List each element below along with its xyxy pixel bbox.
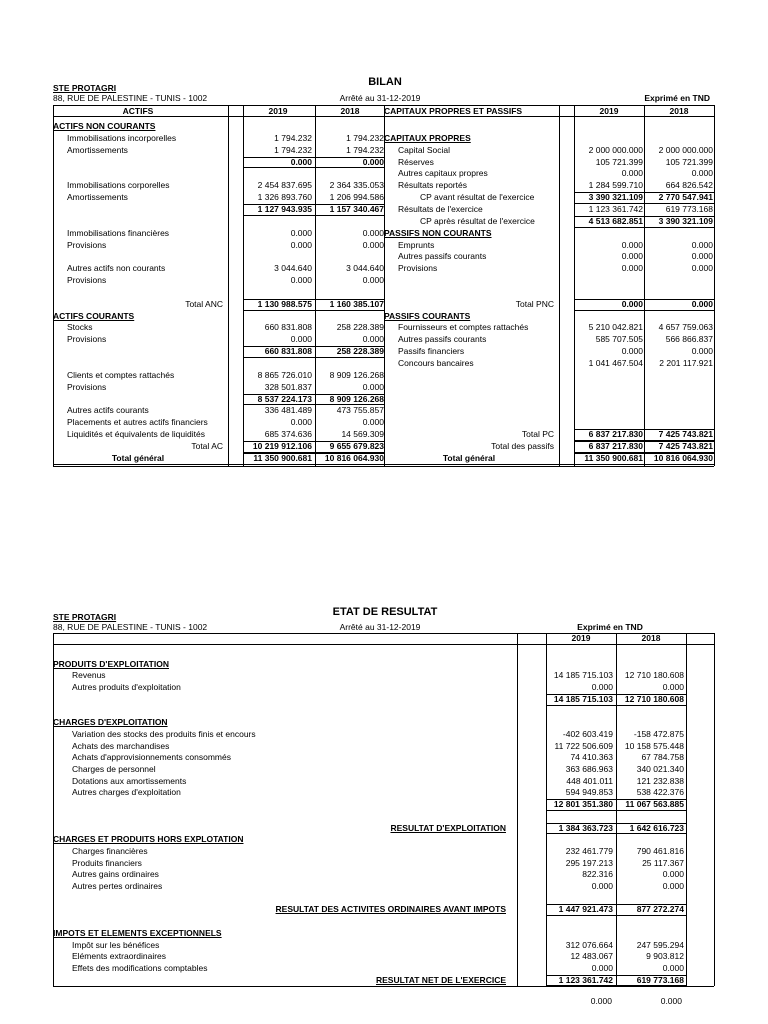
actif-value-2019: 1 794.232 [274, 132, 312, 143]
actif-value-2019: 1 130 988.575 [257, 298, 312, 309]
actif-value-2018: 2 364 335.053 [329, 180, 384, 191]
passif-value-2019: 0.000 [621, 251, 643, 262]
resultat-value-2018: 790 461.816 [636, 845, 684, 856]
actif-row-label: Clients et comptes rattachés [67, 369, 175, 380]
actif-row-label: Total AC [191, 440, 223, 451]
resultat-row-label: Autres pertes ordinaires [72, 881, 163, 891]
passif-value-2018: 2 201 117.921 [659, 358, 713, 368]
resultat-row-label: Produits financiers [72, 857, 142, 868]
column-line [517, 633, 518, 986]
passif-value-2018: 2 770 547.941 [658, 192, 713, 203]
actif-value-2018: 10 816 064.930 [324, 452, 384, 463]
resultat-row-label: RESULTAT DES ACTIVITES ORDINAIRES AVANT IMPOTS [275, 904, 506, 915]
resultat-value-2018: 12 710 180.608 [624, 670, 684, 681]
rule-line [243, 357, 385, 358]
column-line [714, 105, 715, 466]
resultat-value-2019: 0.000 [591, 881, 613, 891]
passif-row-label: Provisions [398, 263, 438, 274]
actif-value-2019: 1 326 893.760 [257, 192, 312, 203]
actif-value-2018: 1 206 994.586 [329, 192, 384, 203]
actif-row-label: Provisions [67, 239, 107, 250]
bilan-year-2019-right: 2019 [599, 106, 619, 116]
actif-value-2018: 14 569.309 [341, 429, 384, 440]
rule-line [243, 394, 385, 395]
bilan-company: STE PROTAGRI [53, 83, 117, 93]
resultat-value-2018: 538 422.376 [636, 787, 684, 798]
passif-row-label: Fournisseurs et comptes rattachés [398, 322, 529, 333]
passif-value-2019: 1 284 599.710 [588, 180, 643, 191]
column-line [686, 633, 687, 986]
resultat-value-2019: 0.000 [591, 962, 613, 973]
passif-row-label: Total des passifs [491, 440, 554, 451]
resultat-row-label: Revenus [72, 670, 106, 681]
passif-row-label: Résultats reportés [398, 180, 467, 191]
actif-row-label: ACTIFS COURANTS [53, 310, 135, 321]
resultat-value-2019: -402 603.419 [562, 728, 613, 739]
actif-row-label: Immobilisations incorporelles [67, 132, 177, 143]
resultat-value-2019: 312 076.664 [565, 939, 613, 950]
actif-value-2019: 8 537 224.173 [257, 393, 312, 404]
bilan-year-2018-left: 2018 [340, 106, 360, 116]
column-line [53, 633, 54, 986]
resultat-value-2018: 121 232.838 [636, 775, 684, 786]
passif-value-2019: 105 721.399 [595, 156, 643, 167]
bilan-title: BILAN [368, 76, 402, 88]
passif-value-2018: 619 773.168 [665, 203, 713, 214]
resultat-company: STE PROTAGRI [53, 612, 117, 622]
column-line [644, 105, 645, 466]
passif-row-label: CAPITAUX PROPRES [384, 132, 471, 143]
actif-value-2018: 1 794.232 [346, 132, 384, 143]
resultat-year-2019: 2019 [571, 633, 591, 643]
actif-row-label: Autres actifs courants [67, 405, 149, 416]
resultat-value-2019: 822.316 [582, 869, 613, 880]
resultat-row-label: Variation des stocks des produits finis et encours [72, 728, 256, 739]
column-line [53, 105, 54, 466]
actif-value-2019: 328 501.837 [264, 381, 312, 392]
footer-value: 0.000 [660, 996, 682, 1006]
resultat-value-2018: 0.000 [662, 869, 684, 880]
passif-row-label: Total général [442, 452, 496, 463]
column-line [228, 105, 229, 466]
passif-value-2018: 7 425 743.821 [658, 440, 713, 451]
rule-line [243, 204, 385, 205]
actif-value-2018: 0.000 [362, 381, 384, 392]
resultat-row-label: RESULTAT NET DE L'EXERCICE [376, 974, 506, 985]
actif-row-label: Amortissements [67, 192, 128, 203]
rule-line [53, 644, 714, 645]
actif-value-2018: 0.000 [362, 275, 384, 286]
passif-value-2018: 2 000 000.000 [658, 144, 713, 155]
resultat-value-2018: 877 272.274 [636, 904, 684, 915]
resultat-value-2018: 9 903.812 [646, 951, 684, 962]
resultat-value-2019: 1 384 363.723 [558, 822, 613, 833]
actif-value-2018: 0.000 [362, 227, 384, 238]
passif-value-2018: 0.000 [691, 298, 713, 309]
resultat-currency: Exprimé en TND [577, 622, 643, 632]
resultat-value-2018: 0.000 [662, 881, 684, 891]
actif-value-2019: 11 350 900.681 [253, 452, 312, 463]
actif-value-2019: 0.000 [290, 334, 312, 345]
column-line [559, 105, 560, 466]
passif-value-2018: 0.000 [691, 346, 713, 357]
actif-value-2019: 336 481.489 [264, 405, 312, 416]
rule-line [243, 299, 385, 300]
column-line [616, 633, 617, 986]
actif-row-label: ACTIFS NON COURANTS [53, 121, 156, 131]
resultat-value-2019: 1 447 921.473 [558, 904, 613, 915]
resultat-row-label: Autres produits d'exploitation [72, 682, 181, 693]
actif-value-2018: 0.000 [362, 417, 384, 428]
actif-value-2019: 0.000 [290, 275, 312, 286]
column-line [574, 105, 575, 466]
actif-value-2018: 258 228.389 [336, 346, 384, 357]
resultat-address: 88, RUE DE PALESTINE - TUNIS - 1002 [53, 622, 208, 632]
resultat-value-2019: 1 123 361.742 [558, 974, 613, 985]
resultat-value-2019: 12 483.067 [570, 951, 613, 962]
passif-row-label: Autres passifs courants [398, 334, 487, 345]
resultat-row-label: Eléments extraordinaires [72, 951, 167, 962]
bilan-date: Arrêté au 31-12-2019 [339, 93, 421, 103]
resultat-value-2018: 0.000 [662, 962, 684, 973]
passif-value-2018: 4 657 759.063 [658, 322, 713, 333]
actif-value-2019: 2 454 837.695 [257, 180, 312, 191]
actif-value-2019: 8 865 726.010 [257, 369, 312, 380]
passif-row-label: Passifs financiers [398, 346, 465, 357]
actifs-header: ACTIFS [122, 106, 154, 116]
passif-value-2019: 0.000 [621, 346, 643, 357]
actif-value-2019: 0.000 [290, 417, 312, 428]
actif-value-2018: 473 755.857 [336, 405, 384, 416]
actif-row-label: Provisions [67, 334, 107, 345]
resultat-value-2019: 363 686.963 [565, 764, 613, 774]
actif-value-2019: 1 794.232 [274, 144, 312, 155]
resultat-row-label: CHARGES ET PRODUITS HORS EXPLOTATION [53, 834, 244, 845]
resultat-value-2018: 12 710 180.608 [624, 693, 684, 704]
actif-row-label: Immobilisations financières [67, 227, 170, 238]
passif-value-2019: 6 837 217.830 [588, 440, 643, 451]
passif-value-2019: 0.000 [621, 239, 643, 250]
column-line [243, 105, 244, 466]
actif-value-2018: 8 909 126.268 [329, 369, 384, 380]
column-line [546, 633, 547, 986]
actif-row-label: Provisions [67, 275, 107, 286]
passif-row-label: Total PC [521, 429, 554, 440]
resultat-row-label: CHARGES D'EXPLOITATION [53, 717, 168, 728]
resultat-value-2019: 0.000 [591, 682, 613, 693]
resultat-value-2019: 14 185 715.103 [553, 670, 613, 681]
actif-row-label: Stocks [67, 322, 93, 333]
passif-row-label: Emprunts [398, 239, 435, 250]
resultat-row-label: Charges de personnel [72, 764, 156, 774]
passif-value-2019: 1 041 467.504 [588, 358, 643, 368]
passif-value-2018: 0.000 [691, 251, 713, 262]
passif-value-2019: 0.000 [621, 168, 643, 179]
column-line [384, 105, 385, 466]
actif-row-label: Autres actifs non courants [67, 263, 166, 274]
actif-value-2018: 0.000 [362, 239, 384, 250]
actif-value-2018: 1 794.232 [346, 144, 384, 155]
actif-value-2019: 660 831.808 [264, 346, 312, 357]
passif-value-2018: 7 425 743.821 [658, 429, 713, 440]
resultat-row-label: IMPOTS ET ELEMENTS EXCEPTIONNELS [53, 927, 222, 938]
resultat-value-2019: 295 197.213 [565, 857, 613, 868]
rule-line [243, 167, 385, 168]
resultat-row-label: Achats des marchandises [72, 740, 170, 751]
resultat-value-2019: 594 949.853 [565, 787, 613, 798]
actif-value-2018: 3 044.640 [346, 263, 384, 274]
rule-line [243, 310, 385, 311]
resultat-row-label: Charges financières [72, 845, 148, 856]
resultat-value-2018: 0.000 [662, 682, 684, 693]
actif-value-2019: 0.000 [290, 227, 312, 238]
resultat-value-2019: 14 185 715.103 [553, 693, 613, 704]
passif-value-2019: 5 210 042.821 [588, 322, 643, 333]
actif-row-label: Total ANC [185, 298, 223, 309]
passif-row-label: Autres passifs courants [398, 251, 487, 262]
actif-row-label: Liquidités et équivalents de liquidités [67, 429, 205, 440]
actif-value-2018: 1 160 385.107 [329, 298, 384, 309]
resultat-year-2018: 2018 [641, 633, 661, 643]
rule-line [53, 466, 714, 467]
resultat-value-2019: 11 722 506.609 [554, 740, 613, 751]
passif-value-2019: 585 707.505 [595, 334, 643, 345]
actif-value-2018: 0.000 [362, 156, 384, 167]
resultat-date: Arrêté au 31-12-2019 [339, 622, 421, 632]
actif-row-label: Immobilisations corporelles [67, 180, 170, 191]
passif-row-label: Autres capitaux propres [398, 168, 488, 179]
bilan-year-2018-right: 2018 [669, 106, 689, 116]
actif-value-2018: 9 655 679.823 [329, 440, 384, 451]
resultat-row-label: Autres charges d'exploitation [72, 787, 181, 798]
actif-value-2019: 0.000 [290, 239, 312, 250]
passif-value-2019: 3 390 321.109 [588, 192, 643, 203]
passif-value-2019: 11 350 900.681 [584, 452, 643, 463]
resultat-value-2019: 448 401.011 [566, 775, 613, 786]
actif-value-2018: 8 909 126.268 [329, 393, 384, 404]
actif-value-2019: 10 219 912.106 [252, 440, 312, 451]
resultat-row-label: Autres gains ordinaires [72, 869, 159, 880]
resultat-value-2018: -158 472.875 [633, 728, 684, 739]
resultat-value-2018: 11 067 563.885 [625, 799, 684, 810]
passif-value-2018: 0.000 [691, 239, 713, 250]
resultat-value-2018: 67 784.758 [641, 752, 684, 763]
resultat-value-2018: 340 021.340 [636, 764, 684, 774]
passif-value-2019: 0.000 [621, 263, 643, 274]
passif-row-label: CP après résultat de l'exercice [420, 215, 535, 226]
resultat-row-label: Effets des modifications comptables [72, 962, 208, 973]
resultat-row-label: Achats d'approvisionnements consommés [72, 752, 231, 763]
actif-value-2019: 660 831.808 [264, 322, 312, 333]
passif-row-label: Concours bancaires [398, 358, 474, 368]
resultat-title: ETAT DE RESULTAT [332, 606, 438, 618]
bilan-year-2019-left: 2019 [268, 106, 288, 116]
actif-row-label: Provisions [67, 381, 107, 392]
resultat-value-2018: 247 595.294 [636, 939, 684, 950]
rule-line [243, 215, 385, 216]
passif-row-label: CP avant résultat de l'exercice [420, 192, 535, 203]
actif-value-2018: 258 228.389 [336, 322, 384, 333]
resultat-value-2019: 12 801 351.380 [553, 799, 613, 810]
rule-line [243, 157, 385, 158]
resultat-value-2018: 1 642 616.723 [629, 822, 684, 833]
passif-row-label: Capital Social [398, 144, 450, 155]
actif-value-2019: 3 044.640 [274, 263, 312, 274]
passif-value-2018: 0.000 [691, 168, 713, 179]
passif-value-2018: 105 721.399 [665, 156, 713, 167]
passif-value-2019: 6 837 217.830 [588, 429, 643, 440]
passif-row-label: Total PNC [515, 298, 554, 309]
resultat-value-2018: 619 773.168 [636, 974, 684, 985]
passif-value-2018: 10 816 064.930 [653, 452, 713, 463]
resultat-row-label: Dotations aux amortissements [72, 775, 187, 786]
actif-value-2018: 0.000 [362, 334, 384, 345]
rule-line [243, 346, 385, 347]
resultat-value-2018: 25 117.367 [642, 857, 684, 868]
rule-line [243, 441, 385, 442]
passif-value-2018: 3 390 321.109 [658, 215, 713, 226]
actif-value-2018: 1 157 340.467 [329, 203, 384, 214]
passif-value-2019: 0.000 [621, 298, 643, 309]
resultat-value-2018: 10 158 575.448 [624, 740, 684, 751]
resultat-value-2019: 232 461.779 [565, 845, 613, 856]
rule-line [243, 453, 385, 454]
resultat-value-2019: 74 410.363 [570, 752, 613, 763]
passif-value-2018: 566 866.837 [665, 334, 713, 345]
passif-value-2019: 1 123 361.742 [588, 203, 643, 214]
resultat-row-label: PRODUITS D'EXPLOITATION [53, 658, 169, 669]
passif-value-2018: 664 826.542 [665, 180, 713, 191]
actif-value-2019: 0.000 [290, 156, 312, 167]
passif-value-2018: 0.000 [691, 263, 713, 274]
bilan-address: 88, RUE DE PALESTINE - TUNIS - 1002 [53, 93, 208, 103]
passif-value-2019: 4 513 682.851 [588, 215, 643, 226]
rule-line [53, 986, 714, 987]
passif-row-label: Résultats de l'exercice [398, 203, 483, 214]
resultat-row-label: Impôt sur les bénéfices [72, 939, 160, 950]
column-line [315, 105, 316, 466]
bilan-currency: Exprimé en TND [644, 93, 710, 103]
column-line [714, 633, 715, 986]
passifs-header: CAPITAUX PROPRES ET PASSIFS [384, 106, 523, 116]
actif-row-label: Total général [111, 452, 165, 463]
resultat-row-label: RESULTAT D'EXPLOITATION [390, 822, 506, 833]
actif-row-label: Amortissements [67, 144, 128, 155]
passif-row-label: PASSIFS COURANTS [384, 310, 471, 321]
actif-value-2019: 1 127 943.935 [257, 203, 312, 214]
actif-value-2019: 685 374.636 [264, 429, 312, 440]
footer-value: 0.000 [590, 996, 612, 1006]
passif-row-label: Réserves [398, 156, 434, 167]
actif-row-label: Placements et autres actifs financiers [67, 417, 208, 428]
passif-row-label: PASSIFS NON COURANTS [384, 227, 492, 238]
passif-value-2019: 2 000 000.000 [588, 144, 643, 155]
